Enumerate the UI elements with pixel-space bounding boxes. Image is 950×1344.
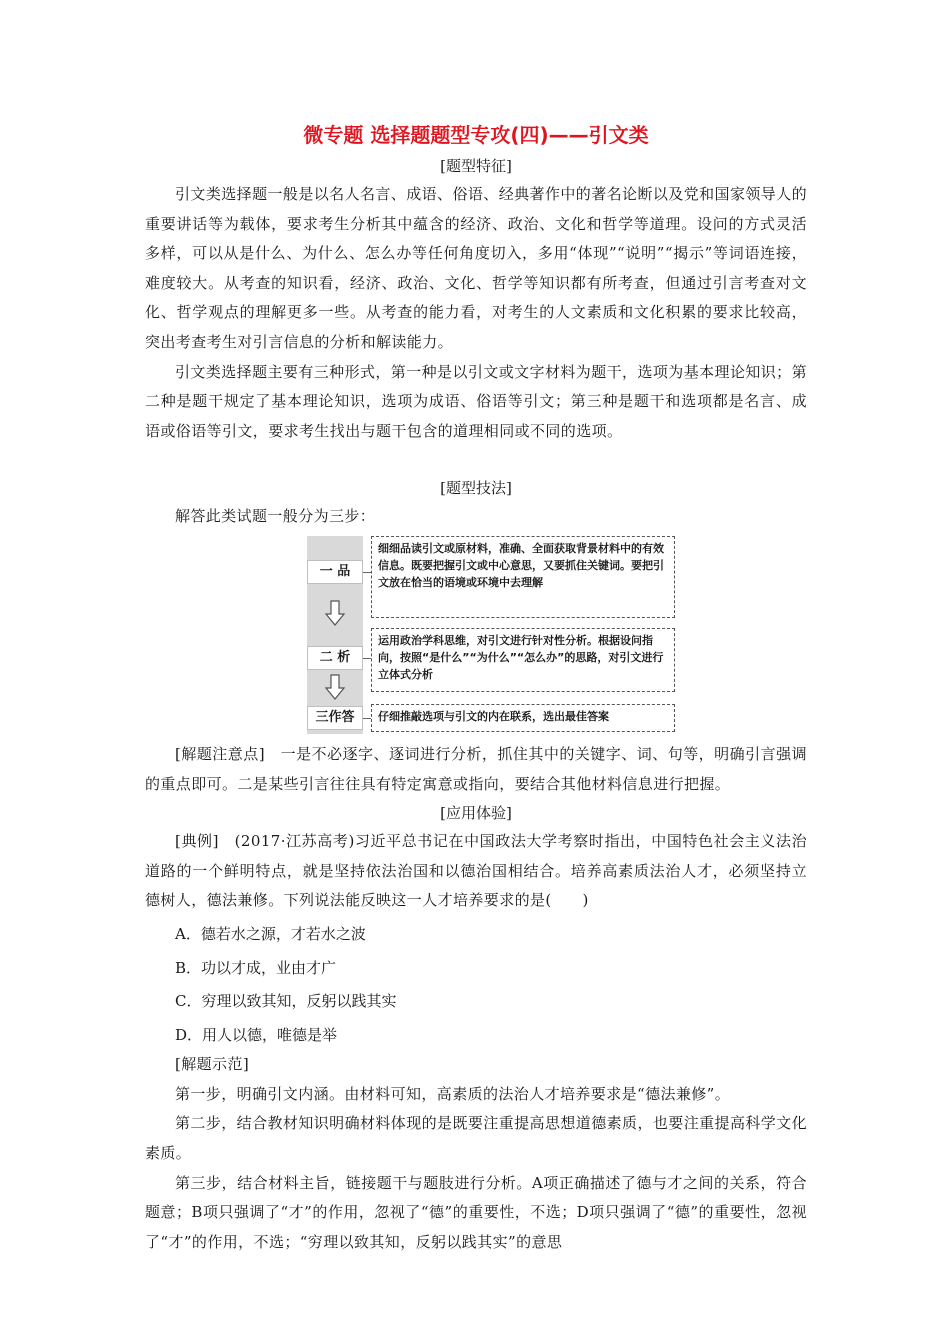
section-heading-skills: [题型技法] bbox=[440, 479, 512, 498]
skills-intro: 解答此类试题一般分为三步： bbox=[175, 507, 376, 526]
document-page bbox=[145, 118, 807, 1257]
down-arrow-icon bbox=[325, 674, 345, 700]
section-heading-practice: [应用体验] bbox=[440, 804, 512, 823]
solution-step-2: 第二步，结合教材知识明确材料体现的是既要注重提高思想道德素质，也要注重提高科学文化素质。 bbox=[145, 1114, 807, 1163]
features-paragraph-2: 引文类选择题主要有三种形式，第一种是以引文或文字材料为题干，选项为基本理论知识；第二种是题干规定了基本理论知识，选项为成语、俗语等引文；第三种是题干和选项都是名言、成语或俗语等引文，要求考生找出与题干包含的道理相同或不同的选项。 bbox=[145, 362, 807, 440]
connector-line bbox=[363, 718, 371, 719]
page-title: 微专题 选择题题型专攻(四)——引文类 bbox=[303, 123, 649, 147]
option-d: D．用人以德，唯德是举 bbox=[175, 1025, 338, 1044]
solution-step-1: 第一步，明确引文内涵。由材料可知，高素质的法治人才培养要求是“德法兼修”。 bbox=[175, 1084, 731, 1103]
option-c: C．穷理以致其知，反躬以践其实 bbox=[175, 992, 397, 1011]
down-arrow-icon bbox=[325, 600, 345, 626]
option-b: B．功以才成，业由才广 bbox=[175, 958, 337, 977]
connector-line bbox=[363, 572, 371, 573]
connector-line bbox=[363, 658, 371, 659]
step-3-label: 三作答 bbox=[307, 706, 363, 730]
section-heading-features: [题型特征] bbox=[440, 157, 512, 175]
step-3-description: 仔细推敲选项与引文的内在联系，选出最佳答案 bbox=[371, 704, 675, 732]
example-stem: [典例] (2017·江苏高考)习近平总书记在中国政法大学考察时指出，中国特色社会主义法治道路的一个鲜明特点，就是坚持依法治国和以德治国相结合。培养高素质法治人才，必须坚持立德树人，德法兼修。下列说法能反映这一人才培养要求的是( ) bbox=[145, 832, 807, 910]
step-1-description: 细细品读引文或原材料，准确、全面获取背景材料中的有效信息。既要把握引文或中心意思，又要抓住关键词。要把引文放在恰当的语境或环境中去理解 bbox=[371, 536, 675, 618]
option-a: A．德若水之源，才若水之波 bbox=[175, 924, 366, 943]
step-1-label: 一 品 bbox=[307, 560, 363, 584]
features-paragraph-1: 引文类选择题一般是以名人名言、成语、俗语、经典著作中的著名论断以及党和国家领导人的重要讲话等为载体，要求考生分析其中蕴含的经济、政治、文化和哲学等道理。设问的方式灵活多样，可以从是什么、为什么、怎么办等任何角度切入，多用“体现”“说明”“揭示”等词语连接，难度较大。从考查的知识看，经济、政治、文化、哲学等知识都有所考查，但通过引言考查对文化、哲学观点的理解更多一些。从考查的能力看，对考生的人文素质和文化积累的要求比较高，突出考查考生对引言信息的分析和解读能力。 bbox=[145, 185, 807, 351]
solution-step-3: 第三步，结合材料主旨，链接题干与题肢进行分析。A项正确描述了德与才之间的关系，符合题意；B项只强调了“才”的作用，忽视了“德”的重要性，不选；D项只强调了“德”的重要性，忽视了“才”的作用，不选；“穷理以致其知，反躬以践其实”的意思 bbox=[145, 1173, 807, 1251]
solution-heading: [解题示范] bbox=[175, 1055, 250, 1074]
three-step-diagram bbox=[307, 536, 679, 734]
step-2-label: 二 析 bbox=[307, 646, 363, 670]
step-2-description: 运用政治学科思维，对引文进行针对性分析。根据设问指向，按照“是什么”“为什么”“怎么办”的思路，对引文进行立体式分析 bbox=[371, 628, 675, 692]
notes-paragraph: [解题注意点] 一是不必逐字、逐词进行分析，抓住其中的关键字、词、句等，明确引言强调的重点即可。二是某些引言往往具有特定寓意或指向，要结合其他材料信息进行把握。 bbox=[145, 744, 807, 793]
